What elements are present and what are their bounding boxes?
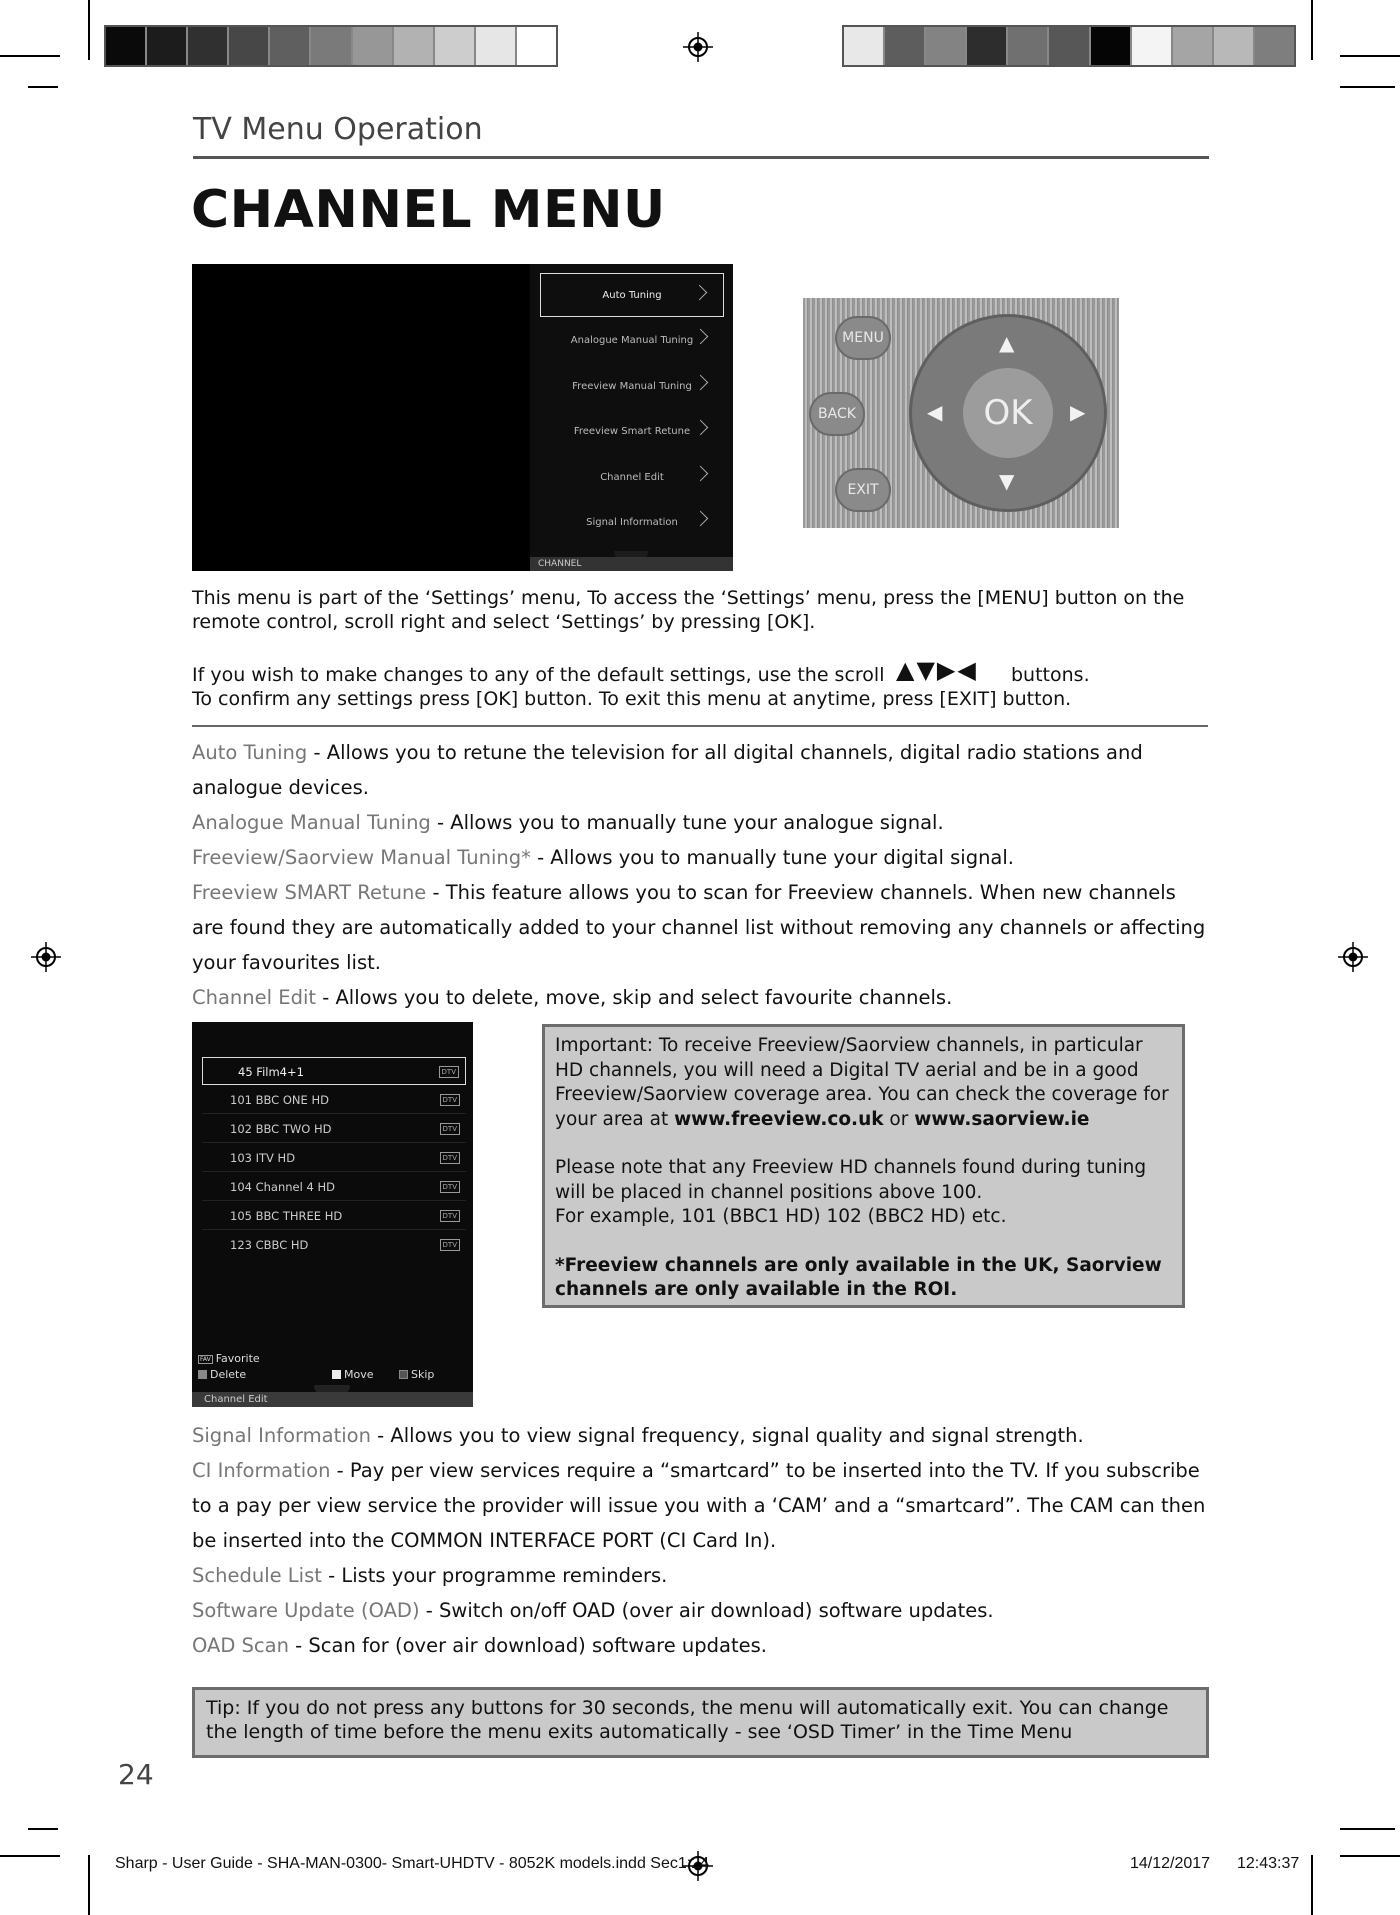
channel-number: 123 [230, 1238, 252, 1252]
channel-name: BBC ONE HD [255, 1093, 329, 1107]
important-note-box [542, 1024, 1185, 1308]
channel-row [202, 1057, 466, 1085]
chevron-right-icon [693, 375, 709, 391]
definition-term: Analogue Manual Tuning [192, 811, 431, 834]
crop-mark [88, 0, 90, 60]
definition-freeview-smart-retune [192, 875, 1208, 980]
arrow-right-icon: ▶ [1070, 400, 1086, 424]
crop-mark [1311, 1855, 1313, 1915]
definition-term: Auto Tuning [192, 741, 308, 764]
registration-mark-icon [683, 32, 713, 62]
fav-key-icon: FAV [200, 1356, 211, 1363]
color-swatch [926, 27, 967, 65]
color-swatch [1255, 27, 1294, 65]
chevron-right-icon [693, 420, 709, 436]
dtv-badge: DTV [439, 1066, 459, 1078]
definition-desc: - Switch on/off OAD (over air download) software updates. [419, 1599, 994, 1622]
arrow-down-icon: ▼ [999, 469, 1015, 493]
definition-desc: - Scan for (over air download) software updates. [288, 1634, 767, 1657]
channel-name: ITV HD [255, 1151, 296, 1165]
definition-software-update [192, 1593, 1208, 1628]
crop-mark [1311, 0, 1313, 60]
saorview-link: www.saorview.ie [914, 1108, 1090, 1130]
intro-line: To confirm any settings press [OK] button. To exit this menu at anytime, press [EXIT] button. [192, 688, 1072, 710]
definition-term: Software Update (OAD) [192, 1599, 420, 1622]
definition-schedule-list [192, 1558, 1208, 1593]
menu-item-label: Freeview Manual Tuning [572, 380, 692, 392]
section-title: TV Menu Operation [193, 112, 483, 147]
intro-line: If you wish to make changes to any of the default settings, use the scroll [192, 664, 885, 686]
delete-key-icon [198, 1370, 207, 1379]
color-swatch [270, 27, 311, 65]
channel-row [202, 1086, 466, 1114]
color-swatch [311, 27, 352, 65]
definition-freeview-manual-tuning [192, 840, 1208, 875]
definition-term: Channel Edit [192, 986, 317, 1009]
color-swatch [353, 27, 394, 65]
color-swatch [1132, 27, 1173, 65]
remote-ok-button: OK [963, 368, 1053, 458]
slug-file-info: Sharp - User Guide - SHA-MAN-0300- Smart-UHDTV - 8052K models.indd Sec1:24 [115, 1855, 709, 1872]
arrow-left-icon: ◀ [927, 400, 943, 424]
channel-number: 104 [230, 1180, 252, 1194]
color-swatch [967, 27, 1008, 65]
menu-item-freeview-manual-tuning [540, 364, 724, 408]
definition-auto-tuning [192, 735, 1208, 805]
menu-item-signal-information [540, 500, 724, 544]
page-number: 24 [118, 1758, 154, 1791]
definition-desc: - Allows you to delete, move, skip and select favourite channels. [316, 986, 953, 1009]
crop-mark [1340, 1828, 1395, 1830]
intro-line: This menu is part of the ‘Settings’ menu, To access the ‘Settings’ menu, press the [MENU] button on the [192, 587, 1185, 609]
registration-mark-icon [1338, 942, 1368, 972]
crop-mark [28, 86, 58, 88]
color-swatch [1173, 27, 1214, 65]
definition-term: Freeview/Saorview Manual Tuning* [192, 846, 531, 869]
arrow-up-icon: ▲ [999, 331, 1015, 355]
dtv-badge: DTV [440, 1239, 460, 1251]
color-bar-left [104, 25, 558, 67]
channel-row [202, 1173, 466, 1201]
legend-favorite [198, 1352, 260, 1365]
menu-item-analogue-manual-tuning [540, 318, 724, 362]
definition-ci-information [192, 1453, 1208, 1558]
definition-desc: - Allows you to retune the television for all digital channels, digital radio stations and analogue devices. [192, 741, 1143, 799]
channel-number: 105 [230, 1209, 252, 1223]
crop-mark [1340, 1855, 1400, 1857]
menu-item-label: Analogue Manual Tuning [570, 334, 694, 346]
definition-signal-information [192, 1418, 1208, 1453]
channel-number: 103 [230, 1151, 252, 1165]
channel-row [202, 1202, 466, 1230]
dtv-badge: DTV [440, 1094, 460, 1106]
menu-item-auto-tuning [540, 273, 724, 317]
color-swatch [435, 27, 476, 65]
menu-item-label: Channel Edit [600, 471, 664, 483]
crop-mark [1340, 55, 1400, 57]
hd-note-text: Please note that any Freeview HD channels found during tuning will be placed in channel positions above 100. [555, 1157, 1147, 1203]
color-swatch [147, 27, 188, 65]
channel-menu-panel [530, 264, 733, 571]
color-swatch [517, 27, 556, 65]
definition-term: OAD Scan [192, 1634, 289, 1657]
section-divider [192, 725, 1208, 727]
definition-desc: - Pay per view services require a “smartcard” to be inserted into the TV. If you subscribe to a pay per view service the provider will issue you with a ‘CAM’ and a “smartcard”. The CAM can then be inserted into the COMMON INTERFACE PORT (CI Card In). [192, 1459, 1206, 1552]
menu-item-label: Freeview Smart Retune [573, 425, 691, 437]
slug-time: 12:43:37 [1237, 1855, 1300, 1872]
color-bar-right [842, 25, 1296, 67]
color-swatch [476, 27, 517, 65]
tip-box: Tip: If you do not press any buttons for 30 seconds, the menu will automatically exit. You can change the length of time before the menu exits automatically - see ‘OSD Timer’ in the Time Menu [192, 1687, 1209, 1758]
color-swatch [188, 27, 229, 65]
legend-label: Favorite [215, 1352, 260, 1365]
channel-row [202, 1144, 466, 1172]
important-text: Important: To receive Freeview/Saorview channels, in particular HD channels, you will need a Digital TV aerial and be in a good Freeview/Saorview coverage area. You can check the coverage for your area at [555, 1035, 1169, 1130]
menu-item-label: Signal Information [586, 516, 678, 528]
definition-term: Signal Information [192, 1424, 371, 1447]
color-swatch [394, 27, 435, 65]
move-key-icon [332, 1370, 341, 1379]
skip-key-icon [399, 1370, 408, 1379]
menu-item-label: Auto Tuning [602, 289, 662, 301]
definition-desc: - Lists your programme reminders. [321, 1564, 668, 1587]
scroll-arrows-icon: ▲▼▶◀ [896, 656, 978, 684]
remote-control-picture [803, 298, 1119, 528]
color-swatch [1214, 27, 1255, 65]
definition-term: Schedule List [192, 1564, 322, 1587]
dtv-badge: DTV [440, 1181, 460, 1193]
channel-edit-footer: Channel Edit [192, 1392, 473, 1407]
availability-text: *Freeview channels are only available in the UK, Saorview channels are only available in the ROI. [555, 1254, 1162, 1300]
or-text: or [883, 1108, 915, 1130]
chevron-right-icon [692, 285, 708, 301]
channel-name: Channel 4 HD [255, 1180, 335, 1194]
channel-name: Film4+1 [256, 1065, 304, 1079]
crop-mark [0, 1855, 60, 1857]
definition-term: Freeview SMART Retune [192, 881, 427, 904]
chevron-right-icon [693, 329, 709, 345]
definition-desc: - Allows you to manually tune your analogue signal. [430, 811, 944, 834]
remote-exit-button: EXIT [835, 468, 891, 512]
definition-analogue-manual-tuning [192, 805, 1208, 840]
channel-row [202, 1115, 466, 1143]
channel-number: 101 [230, 1093, 252, 1107]
legend-label: Move [344, 1368, 374, 1381]
definition-term: CI Information [192, 1459, 331, 1482]
legend-label: Skip [411, 1368, 435, 1381]
menu-item-freeview-smart-retune [540, 409, 724, 453]
channel-menu-screenshot [192, 264, 733, 571]
channel-edit-screenshot [192, 1022, 473, 1407]
channel-number: 102 [230, 1122, 252, 1136]
title-rule [193, 156, 1209, 159]
channel-name: BBC TWO HD [255, 1122, 332, 1136]
color-swatch [229, 27, 270, 65]
legend-delete [198, 1368, 246, 1381]
crop-mark [28, 1828, 58, 1830]
chevron-right-icon [693, 511, 709, 527]
color-swatch [885, 27, 926, 65]
definition-desc: - Allows you to view signal frequency, signal quality and signal strength. [370, 1424, 1084, 1447]
menu-item-channel-edit [540, 455, 724, 499]
crop-mark [1340, 86, 1395, 88]
color-swatch [1091, 27, 1132, 65]
menu-footer: CHANNEL [530, 557, 733, 571]
freeview-link: www.freeview.co.uk [674, 1108, 884, 1130]
registration-mark-icon [31, 942, 61, 972]
intro-line: buttons. [1011, 664, 1090, 686]
dtv-badge: DTV [440, 1123, 460, 1135]
definition-channel-edit [192, 980, 1208, 1015]
color-swatch [1008, 27, 1049, 65]
channel-name: CBBC HD [255, 1238, 309, 1252]
channel-row [202, 1231, 466, 1259]
legend-skip [399, 1368, 434, 1381]
definition-desc: - This feature allows you to scan for Freeview channels. When new channels are found they are automatically added to your channel list without removing any channels or affecting your favourites list. [192, 881, 1206, 974]
remote-back-button: BACK [809, 392, 865, 436]
dtv-badge: DTV [440, 1152, 460, 1164]
color-swatch [844, 27, 885, 65]
definition-desc: - Allows you to manually tune your digital signal. [530, 846, 1014, 869]
color-swatch [106, 27, 147, 65]
definitions-bottom [192, 1418, 1208, 1663]
chevron-right-icon [693, 466, 709, 482]
crop-mark [0, 55, 60, 57]
legend-label: Delete [210, 1368, 247, 1381]
channel-number: 45 [238, 1065, 253, 1079]
intro-line: remote control, scroll right and select ‘Settings’ by pressing [OK]. [192, 611, 816, 633]
color-swatch [1049, 27, 1090, 65]
dtv-badge: DTV [440, 1210, 460, 1222]
slug-date: 14/12/2017 [1130, 1855, 1211, 1872]
remote-menu-button: MENU [835, 316, 891, 360]
page-title: CHANNEL MENU [191, 180, 666, 240]
availability-paragraph [555, 1254, 1172, 1303]
legend-move [332, 1368, 374, 1381]
important-paragraph [555, 1034, 1172, 1132]
hd-note-paragraph [555, 1156, 1172, 1230]
crop-mark [88, 1855, 90, 1915]
channel-name: BBC THREE HD [255, 1209, 343, 1223]
definition-oad-scan [192, 1628, 1208, 1663]
hd-example-text: For example, 101 (BBC1 HD) 102 (BBC2 HD) etc. [555, 1206, 1007, 1227]
definitions-top [192, 735, 1208, 1015]
